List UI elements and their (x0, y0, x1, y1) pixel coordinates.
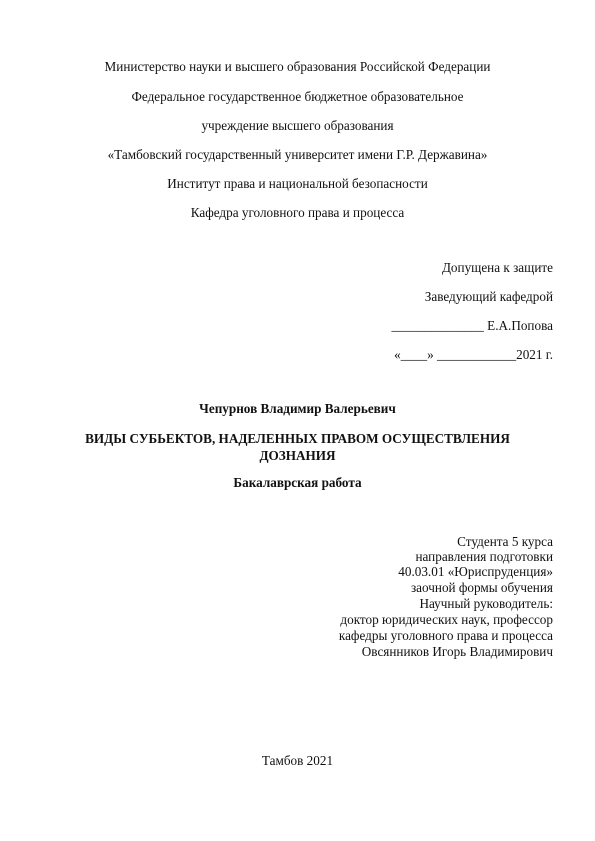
supervisor-department: кафедры уголовного права и процесса (338, 628, 553, 643)
supervisor-label: Научный руководитель: (419, 596, 553, 611)
institution-line-2: учреждение высшего образования (201, 118, 394, 133)
study-form: заочной формы обучения (410, 580, 553, 595)
university-name: «Тамбовский государственный университет имени Г.Р. Державина» (107, 147, 488, 162)
institute-name: Институт права и национальной безопасности (167, 176, 428, 191)
author-name: Чепурнов Владимир Валерьевич (199, 401, 396, 416)
supervisor-name: Овсянников Игорь Владимирович (361, 644, 553, 659)
study-direction-label: направления подготовки (415, 549, 553, 564)
head-of-department: Заведующий кафедрой (424, 289, 553, 304)
work-type: Бакалаврская работа (233, 475, 362, 490)
student-course: Студента 5 курса (457, 534, 553, 549)
head-signature: ______________ Е.А.Попова (391, 318, 553, 333)
supervisor-degree: доктор юридических наук, профессор (340, 612, 553, 627)
approval-date: «____» ____________2021 г. (394, 347, 553, 362)
admitted-to-defense: Допущена к защите (441, 260, 553, 275)
work-title: ВИДЫ СУБЬЕКТОВ, НАДЕЛЕННЫХ ПРАВОМ ОСУЩЕСТВЛЕНИЯ ДОЗНАНИЯ (85, 431, 510, 463)
ministry-text: Министерство науки и высшего образования Российской Федерации (104, 59, 491, 74)
institution-line-1: Федеральное государственное бюджетное образовательное (131, 89, 464, 104)
department-name: Кафедра уголовного права и процесса (190, 205, 405, 220)
study-direction-code: 40.03.01 «Юриспруденция» (398, 564, 553, 579)
city-year: Тамбов 2021 (261, 753, 334, 768)
